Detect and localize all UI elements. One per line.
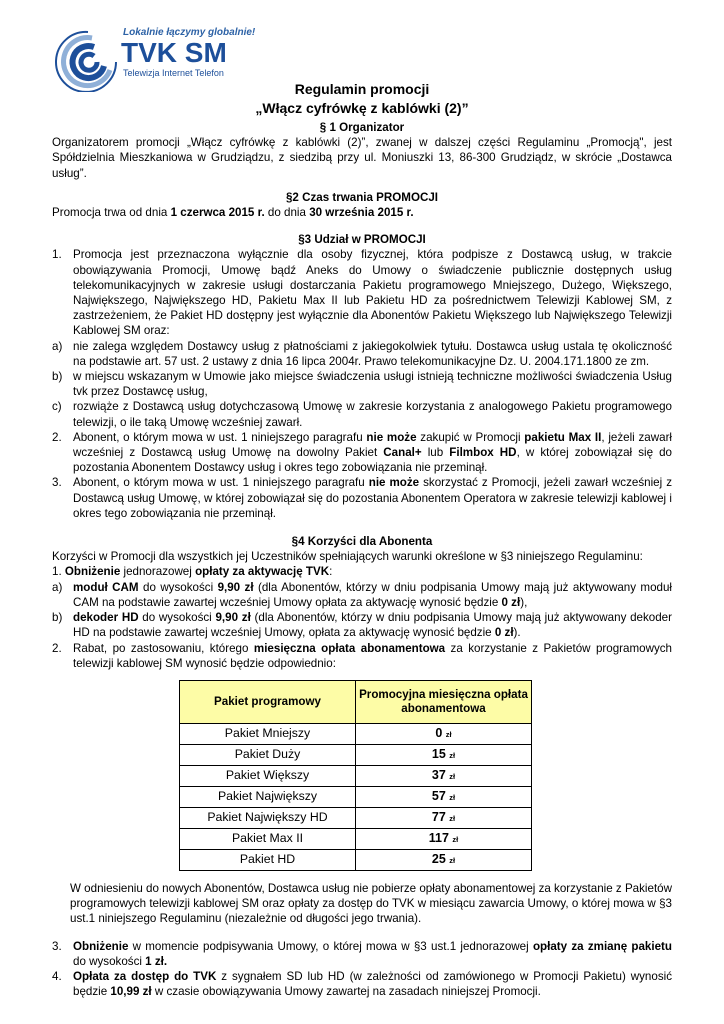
table-row: [180, 765, 532, 786]
package-name: Pakiet Większy: [180, 765, 356, 786]
package-price: 0 zł: [356, 723, 532, 744]
package-name: Pakiet Największy HD: [180, 807, 356, 828]
package-price: 15 zł: [356, 744, 532, 765]
list-item: 3. Abonent, o którym mowa w ust. 1 niniejszego paragrafu nie może skorzystać z Promocji, jeżeli zawarł wcześniej z Dostawcą usług Umowę, w której zobowiązał się do pozostania Abonentem Operatora w zakresie telewizji kablowej i okres tego zobowiązania nie przeminął.: [52, 476, 672, 520]
section-1-text: Organizatorem promocji „Włącz cyfrówkę z kablówki (2)”, zwanej w dalszej części Regulaminu „Promocją", jest Spółdzielnia Mieszkaniowa w Grudziądzu, z siedzibą przy ul. Moniuszki 13, 86-300 Grudziądz, w skrócie „Dostawca usług”.: [52, 136, 672, 180]
list-item: b) w miejscu wskazanym w Umowie jako miejsce świadczenia usługi istnieją techniczne możliwości świadczenia Usług tvk przez Dostawcę usług,: [52, 370, 672, 399]
table-row: [180, 849, 532, 870]
list-item: a) moduł CAM do wysokości 9,90 zł (dla Abonentów, którzy w dniu podpisania Umowy mają już aktywowany moduł CAM na podstawie zawartej wcześniej Umowy opłata za aktywację wynosić będzie 0 zł),: [52, 580, 672, 609]
section-1-heading: § 1 Organizator: [319, 121, 405, 134]
section-2-heading: §2 Czas trwania PROMOCJI: [285, 190, 439, 204]
new-subscribers-note: W odniesieniu do nowych Abonentów, Dostawca usług nie pobierze opłaty abonamentowej za korzystanie z Pakietów programowych telewizji kablowej SM oraz opłaty za dostęp do TVK w miesiącu zawarcia Umowy, o której mowa w §3 ust.1 niniejszego Regulaminu (niezależnie od długości jego trwania).: [70, 881, 672, 926]
section-3-heading: §3 Udział w PROMOCJI: [298, 233, 426, 247]
logo-subtitle: Telewizja Internet Telefon: [123, 68, 224, 78]
package-name: Pakiet Duży: [180, 744, 356, 765]
table-row: [180, 786, 532, 807]
document-title: Regulamin promocji: [294, 81, 430, 97]
list-item: 2. Abonent, o którym mowa w ust. 1 niniejszego paragrafu nie może zakupić w Promocji pakietu Max II, jeżeli zawarł wcześniej z Dostawcą usług Umowę na dowolny Pakiet Canal+ lub Filmbox HD, w której zobowiązał się do pozostania Abonentem Dostawcy usług i okres tego zobowiązania nie przeminął.: [52, 430, 673, 475]
table-row: [180, 807, 532, 828]
list-item: 2. Rabat, po zastosowaniu, którego miesięczna opłata abonamentowa za korzystanie z Pakietów programowych telewizji kablowej SM wynosić będzie odpowiednio:: [52, 641, 673, 670]
section-4-point-1: 1. Obniżenie jednorazowej opłaty za aktywację TVK:: [52, 565, 333, 579]
list-item: 3. Obniżenie w momencie podpisywania Umowy, o której mowa w §3 ust.1 jednorazowej opłaty za zmianę pakietu do wysokości 1 zł.: [52, 939, 672, 968]
list-item: 1. Promocja jest przeznaczona wyłącznie dla osoby fizycznej, która podpisze z Dostawcą usług, w trakcie obowiązywania Promocji, Umowę bądź Aneks do Umowy o świadczenie publicznie dostępnych usług telekomunikacyjnych w zakresie usługi dostarczania Pakietu programowego Mniejszego, Dużego, Większego, Największego, Największego HD, Pakietu Max II lub Pakietu HD za pośrednictwem Telewizji Kablowej SM, z zastrzeżeniem, że Pakiet HD dostępny jest wyłącznie dla Abonentów Pakietu Większego lub Największego Telewizji Kablowej SM oraz:: [52, 248, 672, 338]
package-price: 25 zł: [356, 849, 532, 870]
regulation-document: [52, 80, 672, 999]
list-item: 4. Opłata za dostęp do TVK z sygnałem SD lub HD (w zależności od zamówionego w Promocji Pakietu) wynosić będzie 10,99 zł w czasie obowiązywania Umowy zawartej na zasadach niniejszej Promocji.: [52, 969, 672, 999]
package-name: Pakiet Max II: [180, 828, 356, 849]
package-name: Pakiet Mniejszy: [180, 723, 356, 744]
package-price-table: [179, 680, 532, 871]
section-4-heading: §4 Korzyści dla Abonenta: [291, 535, 433, 549]
table-header-row: [180, 680, 532, 723]
package-price: 57 zł: [356, 786, 532, 807]
section-2-text: Promocja trwa od dnia 1 czerwca 2015 r. do dnia 30 września 2015 r.: [52, 206, 414, 220]
list-item: a) nie zalega względem Dostawcy usług z płatnościami z jakiegokolwiek tytułu. Dostawca usług ustala tę okoliczność na podstawie art. 57 ust. 2 ustawy z dnia 16 lipca 2004r. Prawo telekomunikacyjne Dz. U. 2004.171.1800 ze zm.: [52, 339, 672, 368]
package-name: Pakiet Największy: [180, 786, 356, 807]
list-item: c) rozwiąże z Dostawcą usług dotychczasową Umowę w zakresie korzystania z analogowego Pakietu programowego telewizji, o ile taką Umowę wcześniej zawarł.: [52, 400, 672, 429]
column-header-package: Pakiet programowy: [180, 680, 356, 723]
logo-tagline: Lokalnie łączymy globalnie!: [123, 27, 256, 38]
package-price: 37 zł: [356, 765, 532, 786]
package-price: 117 zł: [356, 828, 532, 849]
table-row: [180, 744, 532, 765]
section-4-intro: Korzyści w Promocji dla wszystkich jej Uczestników spełniających warunki określone w §3 niniejszego Regulaminu:: [52, 550, 643, 564]
document-subtitle: „Włącz cyfrówkę z kablówki (2)”: [255, 100, 469, 116]
table-row: [180, 828, 532, 849]
package-price: 77 zł: [356, 807, 532, 828]
package-name: Pakiet HD: [180, 849, 356, 870]
logo-brand: TVK SM: [121, 37, 227, 68]
list-item: b) dekoder HD do wysokości 9,90 zł (dla Abonentów, którzy w dniu podpisania Umowy mają już aktywowany dekoder HD na podstawie zawartej wcześniej Umowy, opłata za aktywację wynosić będzie 0 zł).: [52, 611, 672, 640]
column-header-price: Promocyjna miesięczna opłata abonamentowa: [356, 680, 532, 723]
table-row: [180, 723, 532, 744]
